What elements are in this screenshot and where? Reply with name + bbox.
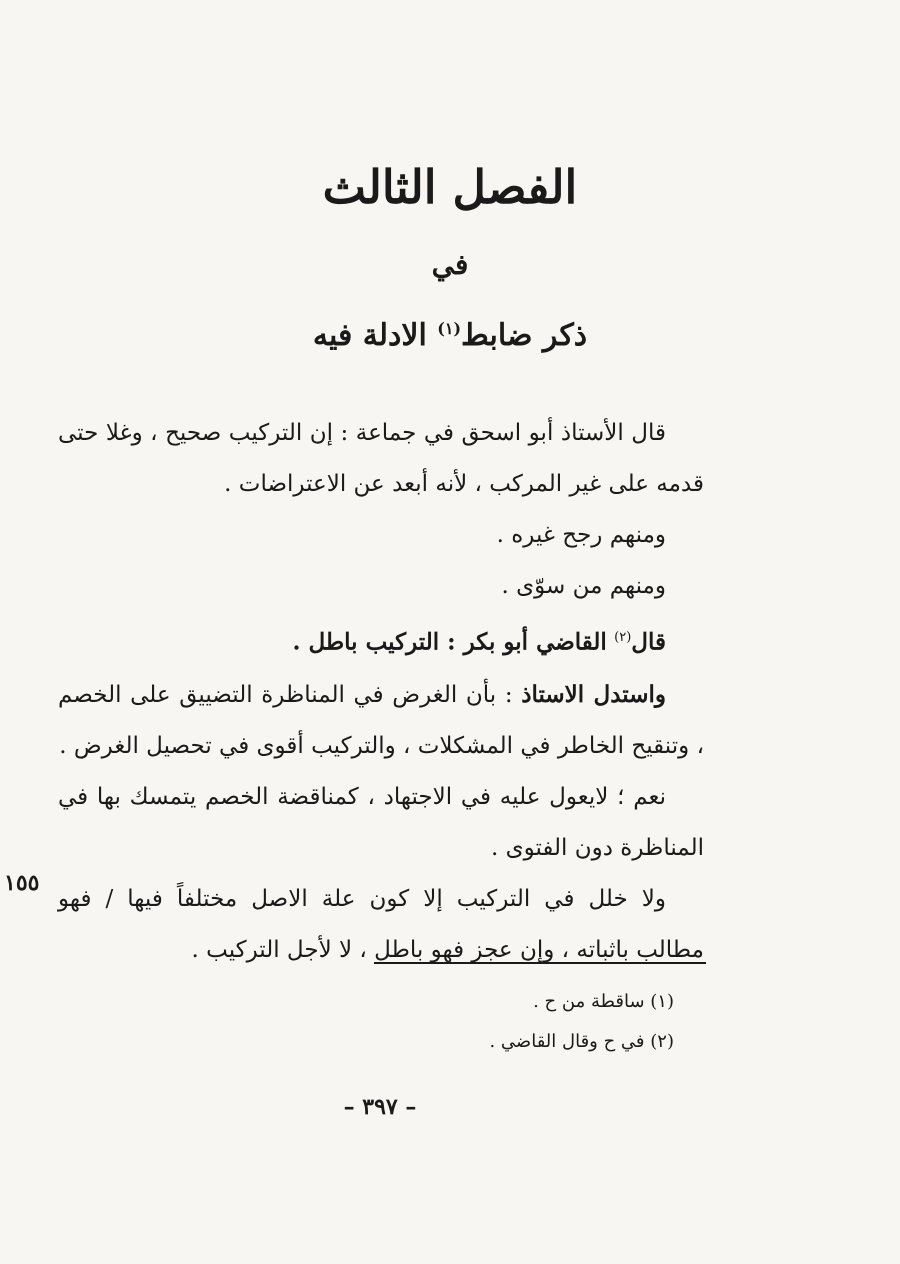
subtitle-part-1: ذكر ضابط: [461, 318, 588, 353]
paragraph-text: ولا خلل في التركيب إلا كون علة الاصل مختلفاً فيها / فهو مطالب باثباته ، وإن عجز فهو باطل ، لا لأجل التركيب .: [58, 885, 704, 963]
footnote-1: (١) ساقطة من ح .: [533, 991, 674, 1012]
paragraph-7: [58, 874, 704, 976]
paragraph-2: [58, 510, 704, 561]
chapter-subtitle: [0, 318, 900, 353]
paragraph-4: [58, 612, 704, 669]
body-text: [58, 408, 704, 976]
subtitle-footnote-ref: (١): [437, 319, 462, 338]
margin-folio-number: ١٥٥: [4, 870, 40, 896]
paragraph-text: القاضي أبو بكر : التركيب باطل .: [292, 628, 607, 656]
paragraph-lead: قال: [631, 628, 666, 656]
paragraph-1: [58, 408, 704, 510]
footnotes: [374, 982, 674, 1062]
page-number: – ٣٩٧ –: [343, 1094, 417, 1120]
subtitle-part-2: الادلة فيه: [312, 318, 427, 353]
chapter-title: الفصل الثالث: [322, 160, 578, 214]
paragraph-text: نعم ؛ لايعول عليه في الاجتهاد ، كمناقضة الخصم يتمسك بها في المناظرة دون الفتوى .: [58, 783, 704, 861]
paragraph-lead: واستدل الاستاذ: [521, 680, 666, 708]
chapter-connector: في: [431, 248, 469, 281]
paragraph-text: ومنهم رجح غيره .: [496, 522, 666, 548]
paragraph-5: [58, 669, 704, 772]
footnote-divider: [374, 962, 706, 964]
paragraph-text: : بأن الغرض في المناظرة التضييق على الخصم ، وتنقيح الخاطر في المشكلات ، والتركيب أقوى في تحصيل الغرض .: [58, 681, 704, 759]
paragraph-text: قال الأستاذ أبو اسحق في جماعة : إن التركيب صحيح ، وغلا حتى قدمه على غير المركب ، لأنه أبعد عن الاعتراضات .: [58, 420, 704, 497]
paragraph-text: ومنهم من سوّى .: [501, 573, 666, 599]
paragraph-6: [58, 772, 704, 874]
paragraph-3: [58, 561, 704, 612]
footnote-2: (٢) في ح وقال القاضي .: [489, 1031, 674, 1052]
footnote-ref: (٢): [614, 630, 632, 645]
